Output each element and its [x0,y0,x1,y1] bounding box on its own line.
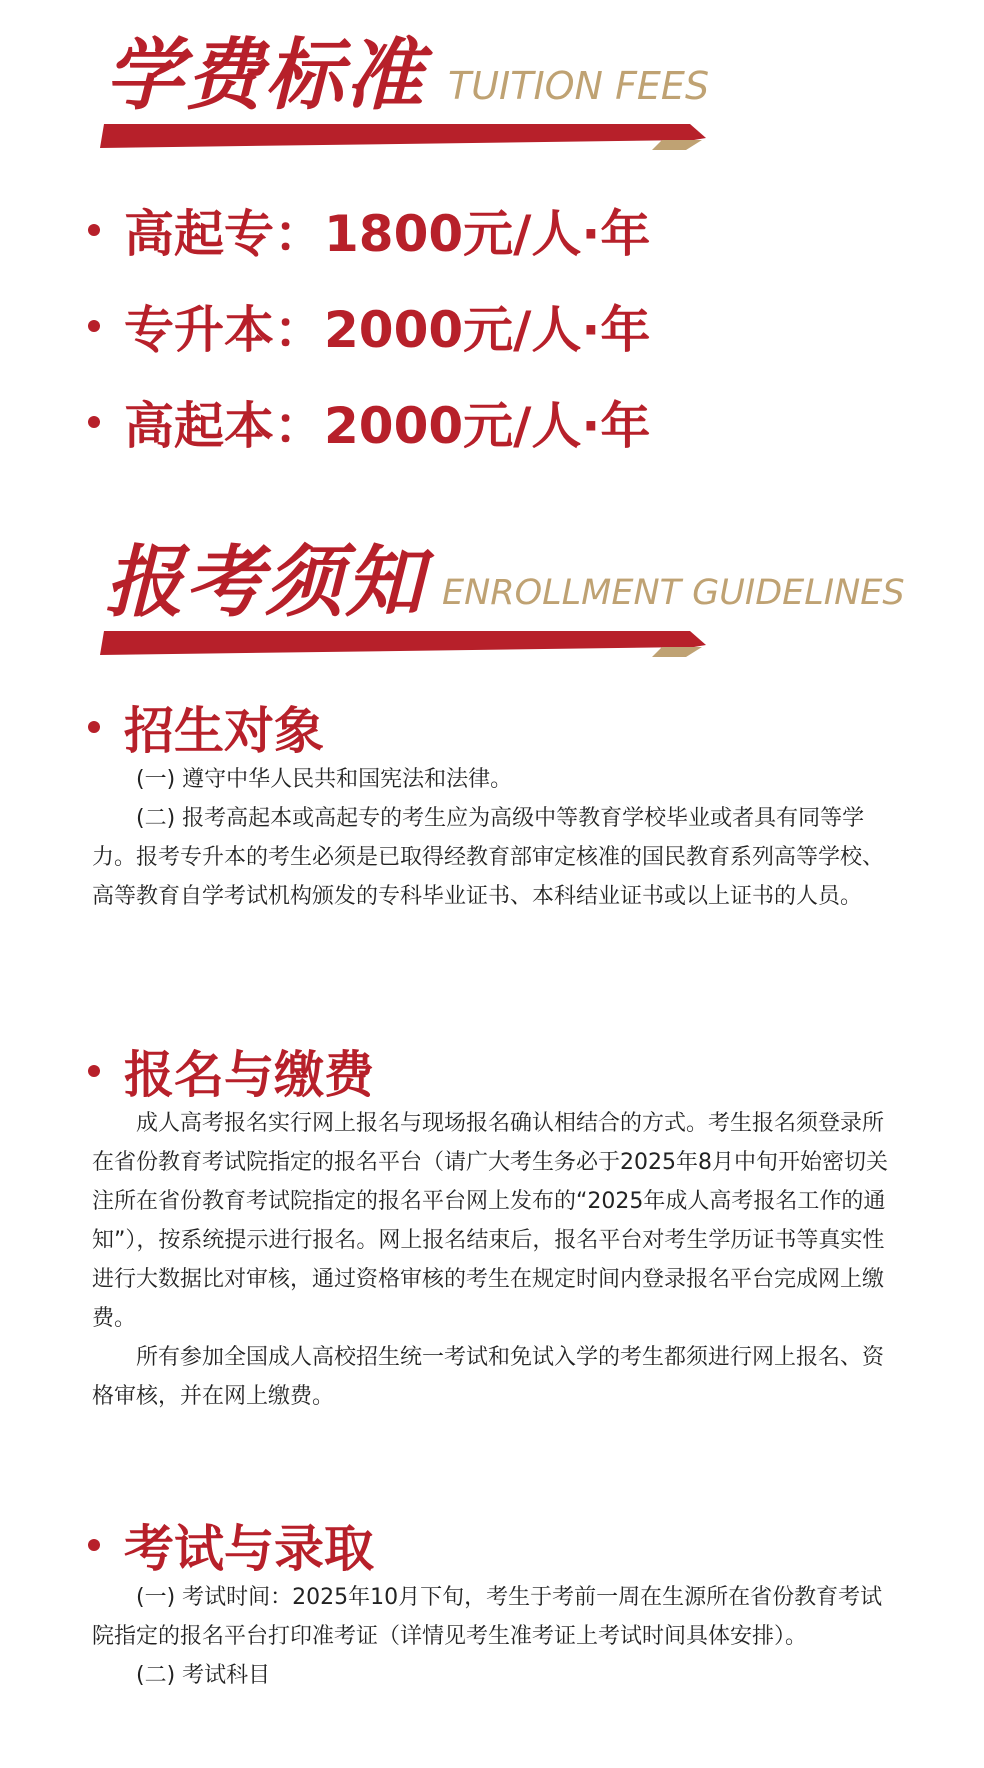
bullet-dot [88,1539,100,1551]
enrollment-guidelines-title: 报考须知 [105,538,426,628]
paragraph: (二) 报考高起本或高起专的考生应为高级中等教育学校毕业或者具有同等学力。报考专升本的考生必须是已取得经教育部审定核准的国民教育系列高等学校、高等教育自学考试机构颁发的专科毕业证书、本科结业证书或以上证书的人员。 [92,806,885,909]
fee-item-text: 高起本：2000元/人·年 [124,397,651,455]
tuition-fees-title-en: TUITION FEES [448,64,710,108]
paragraph: (一) 遵守中华人民共和国宪法和法律。 [136,767,513,792]
paragraph: 成人高考报名实行网上报名与现场报名确认相结合的方式。考生报名须登录所在省份教育考试院指定的报名平台（请广大考生务必于2025年8月中旬开始密切关注所在省份教育考试院指定的报名平台网上发布的“2025年成人高考报名工作的通知”），按系统提示进行报名。网上报名结束后，报名平台对考生学历证书等真实性进行大数据比对审核，通过资格审核的考生在规定时间内登录报名平台完成网上缴费。 [92,1111,888,1331]
paragraph: (二) 考试科目 [136,1663,271,1688]
tuition-fees-title: 学费标准 [105,31,426,121]
fee-item [88,374,650,470]
fee-item-text: 高起专：1800元/人·年 [124,205,651,263]
registration-heading-text: 报名与缴费 [124,1046,374,1104]
fee-item [88,278,650,374]
paragraph: 所有参加全国成人高校招生统一考试和免试入学的考生都须进行网上报名、资格审核，并在网上缴费。 [92,1345,885,1409]
exam-heading-text: 考试与录取 [124,1520,374,1578]
paragraph: (一) 考试时间：2025年10月下旬，考生于考前一周在生源所在省份教育考试院指定的报名平台打印准考证（详情见考生准考证上考试时间具体安排）。 [92,1585,883,1649]
enrollment-guidelines-header [0,535,984,665]
tuition-fees-header [0,28,984,158]
registration-heading [88,1036,374,1106]
targets-body [92,760,892,916]
fee-item [88,182,650,278]
bullet-dot [88,320,100,332]
targets-heading-text: 招生对象 [124,702,324,760]
enrollment-guidelines-title-en: ENROLLMENT GUIDELINES [442,573,905,613]
exam-heading [88,1510,374,1580]
targets-heading [88,692,324,762]
bullet-dot [88,721,100,733]
bullet-dot [88,416,100,428]
fee-item-text: 专升本：2000元/人·年 [124,301,651,359]
bullet-dot [88,224,100,236]
exam-body [92,1578,892,1695]
bullet-dot [88,1065,100,1077]
registration-body [92,1104,892,1416]
fee-list [88,182,650,470]
